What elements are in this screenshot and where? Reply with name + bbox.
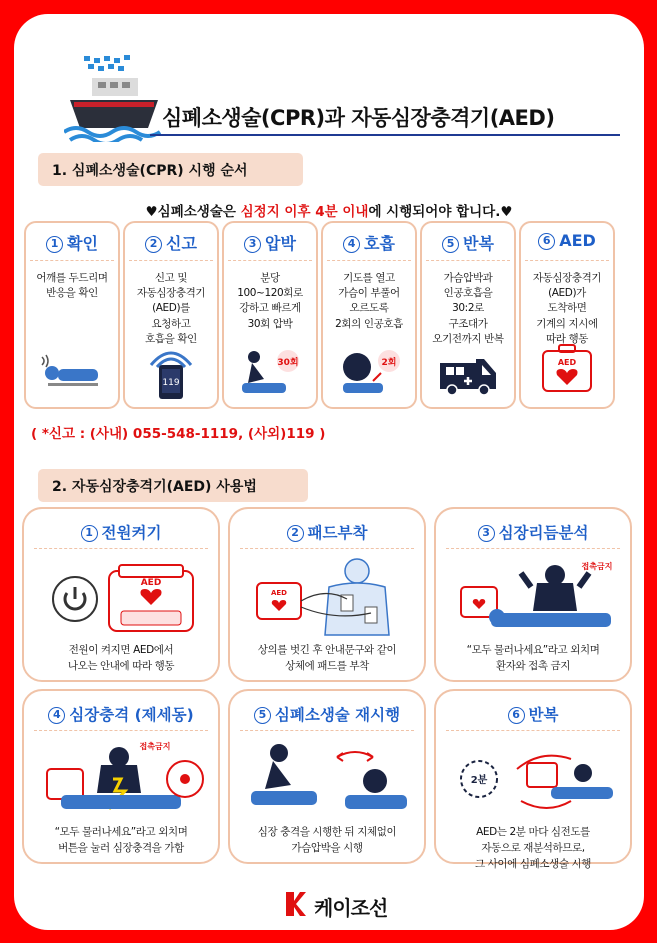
step-label: 호흡 — [364, 234, 395, 253]
aed-step-card — [434, 689, 632, 870]
step-desc: 기도를 열고 가슴이 부풀어 오르도록 2회의 인공호흡 — [335, 272, 403, 330]
step-desc: 자동심장충격기 (AED)가 도착하면 기계의 지시에 따라 행동 — [532, 272, 602, 345]
step-desc: 분당 100~120회로 강하고 빠르게 30회 압박 — [237, 272, 303, 330]
step-number: 3 — [478, 525, 495, 542]
aed-label: AED — [557, 358, 577, 367]
step-label: 패드부착 — [307, 524, 368, 542]
shock-icon — [39, 739, 207, 819]
report-numbers: ( *신고 : (사내) 055-548-1119, (사외)119 ) — [31, 426, 326, 442]
ambulance-icon — [436, 343, 500, 399]
cpr-step-card — [222, 221, 318, 409]
aed-step-card — [228, 689, 426, 864]
notice-highlight: 심정지 이후 4분 이내 — [240, 204, 369, 220]
cpr-step-card — [519, 221, 615, 409]
notice-suffix: 에 시행되어야 합니다.♥ — [368, 204, 513, 220]
aed-label: AED — [140, 578, 162, 588]
step-label: 압박 — [265, 234, 296, 253]
company-name: 케이조선 — [314, 896, 388, 920]
step-desc: AED는 2분 마다 심전도를 자동으로 재분석하므로, 그 사이에 심폐소생술 시행 — [475, 826, 591, 870]
pad-attach-icon — [245, 557, 413, 637]
step-desc: 가슴압박과 인공호흡을 30:2로 구조대가 오기전까지 반복 — [432, 272, 504, 345]
phone-119-icon — [139, 343, 203, 399]
title-underline — [150, 134, 620, 136]
cpr-step-title — [129, 223, 213, 261]
badge-119: 119 — [162, 378, 180, 388]
badge-30: 30회 — [277, 358, 299, 368]
section2-heading: 2. 자동심장충격기(AED) 사용법 — [38, 469, 308, 502]
aed-step-card — [22, 689, 220, 864]
aed-step-title — [34, 509, 208, 549]
step-number: 6 — [508, 707, 525, 724]
step-number: 4 — [343, 236, 360, 253]
header — [64, 52, 624, 142]
step-number: 1 — [46, 236, 63, 253]
step-number: 1 — [81, 525, 98, 542]
cpr-resume-icon — [245, 739, 413, 819]
cpr-notice — [14, 200, 644, 220]
step-desc: 심장 충격을 시행한 뒤 지체없이 가슴압박을 시행 — [257, 826, 397, 854]
aed-step-title — [240, 509, 414, 549]
aed-step-title — [240, 691, 414, 731]
cpr-step-card — [420, 221, 516, 409]
step-label: 반복 — [528, 706, 559, 724]
aed-power-icon — [39, 557, 207, 637]
step-number: 3 — [244, 236, 261, 253]
k-logo-icon — [282, 890, 308, 918]
step-label: 심장충격 (제세동) — [69, 706, 194, 724]
aed-box-icon — [535, 343, 599, 399]
step-number: 2 — [145, 236, 162, 253]
aed-label: AED — [270, 589, 288, 597]
two-min-label: 2분 — [470, 775, 488, 786]
aed-step-card — [22, 507, 220, 682]
chest-compression-icon — [238, 343, 302, 399]
cpr-step-title — [426, 223, 510, 261]
cpr-step-title — [327, 223, 411, 261]
cpr-step-card — [123, 221, 219, 409]
rhythm-analysis-icon — [451, 557, 619, 637]
no-touch-label: 접촉금지 — [581, 562, 613, 571]
step-label: 심폐소생술 재시행 — [274, 706, 401, 724]
ship-icon — [64, 52, 164, 142]
aed-step-card — [434, 507, 632, 682]
step-desc: “모두 물러나세요”라고 외치며 버튼을 눌러 심장충격을 가함 — [54, 826, 188, 854]
step-number: 5 — [442, 236, 459, 253]
step-label: 심장리듬분석 — [498, 524, 589, 542]
cpr-step-title — [525, 223, 609, 261]
step-number: 5 — [254, 707, 271, 724]
cpr-step-card — [24, 221, 120, 409]
no-touch-label: 접촉금지 — [139, 742, 171, 751]
aed-step-title — [34, 691, 208, 731]
step-number: 4 — [48, 707, 65, 724]
step-number: 2 — [287, 525, 304, 542]
notice-prefix: ♥심폐소생술은 — [145, 204, 241, 220]
person-lying-icon — [40, 343, 104, 399]
page-title: 심폐소생술(CPR)과 자동심장충격기(AED) — [162, 106, 555, 130]
step-desc: 신고 및 자동심장충격기 (AED)를 요청하고 호흡을 확인 — [136, 272, 206, 345]
step-desc: 상의를 벗긴 후 안내문구와 같이 상체에 패드를 부착 — [257, 644, 397, 672]
aed-step-title — [446, 691, 620, 731]
step-desc: “모두 물러나세요”라고 외치며 환자와 접촉 금지 — [466, 644, 600, 672]
step-label: 신고 — [166, 234, 197, 253]
step-label: 반복 — [463, 234, 494, 253]
cpr-step-title — [30, 223, 114, 261]
poster — [14, 14, 644, 930]
cpr-step-title — [228, 223, 312, 261]
aed-step-title — [446, 509, 620, 549]
cpr-step-card — [321, 221, 417, 409]
step-desc: 전원이 켜지면 AED에서 나오는 안내에 따라 행동 — [67, 644, 175, 672]
step-label: AED — [559, 231, 596, 250]
step-label: 전원켜기 — [101, 524, 162, 542]
aed-step-card — [228, 507, 426, 682]
step-label: 확인 — [67, 234, 98, 253]
rescue-breath-icon — [337, 343, 401, 399]
step-desc: 어깨를 두드리며 반응을 확인 — [36, 272, 108, 300]
repeat-cycle-icon — [451, 739, 619, 819]
step-number: 6 — [538, 233, 555, 250]
section1-heading: 1. 심폐소생술(CPR) 시행 순서 — [38, 153, 303, 186]
badge-2: 2회 — [381, 358, 397, 368]
